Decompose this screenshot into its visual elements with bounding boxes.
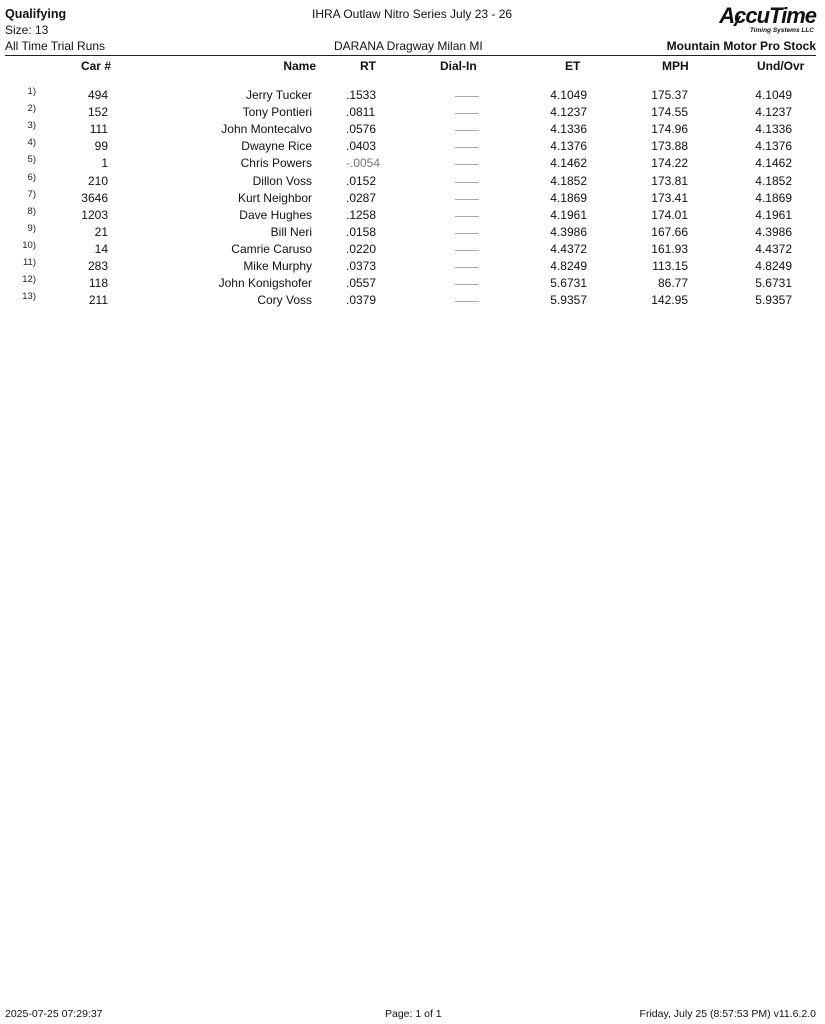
table-row bbox=[0, 222, 825, 242]
dial-in-empty bbox=[455, 250, 479, 251]
speed-mph: 173.88 bbox=[651, 139, 688, 154]
driver-name: Dillon Voss bbox=[252, 173, 312, 188]
table-row bbox=[0, 105, 825, 122]
car-number: 3646 bbox=[81, 190, 108, 205]
car-number: 118 bbox=[88, 276, 108, 291]
car-number: 1203 bbox=[81, 207, 108, 222]
dial-in-empty bbox=[455, 182, 479, 183]
elapsed-time: 4.1462 bbox=[550, 156, 587, 171]
car-number: 99 bbox=[94, 139, 108, 154]
driver-name: Bill Neri bbox=[270, 224, 312, 239]
reaction-time: .0557 bbox=[346, 276, 377, 291]
elapsed-time: 4.1336 bbox=[550, 122, 587, 137]
reaction-time: .0576 bbox=[346, 122, 377, 137]
car-number: 494 bbox=[87, 88, 108, 102]
row-index: 6) bbox=[27, 171, 36, 183]
dial-in-empty bbox=[455, 199, 479, 200]
speed-mph: 173.41 bbox=[651, 190, 688, 205]
dial-in-empty bbox=[455, 233, 479, 234]
dial-in-empty bbox=[455, 301, 479, 302]
report-size: Size: 13 bbox=[5, 23, 49, 37]
column-header-und-ovr: Und/Ovr bbox=[757, 59, 805, 73]
table-row bbox=[0, 293, 825, 310]
speed-mph: 113.15 bbox=[652, 259, 688, 273]
car-number: 21 bbox=[94, 224, 108, 239]
column-header-mph: MPH bbox=[662, 59, 689, 73]
car-number: 1 bbox=[101, 156, 108, 171]
class-name: Mountain Motor Pro Stock bbox=[666, 39, 816, 53]
elapsed-time: 4.4372 bbox=[550, 241, 587, 256]
reaction-time: .1258 bbox=[346, 207, 377, 222]
car-number: 14 bbox=[94, 241, 108, 256]
speed-mph: 174.55 bbox=[651, 105, 688, 120]
car-number: 152 bbox=[87, 105, 108, 120]
row-index: 5) bbox=[27, 154, 36, 166]
reaction-time: .0158 bbox=[346, 224, 377, 239]
dial-in-empty bbox=[455, 267, 479, 268]
under-over: 4.8249 bbox=[755, 259, 792, 273]
page-number: Page: 1 of 1 bbox=[385, 1008, 442, 1020]
under-over: 4.1376 bbox=[755, 139, 792, 154]
table-row bbox=[0, 171, 825, 191]
speed-mph: 174.96 bbox=[651, 122, 688, 137]
table-row bbox=[0, 259, 825, 276]
logo-subtext: Timing Systems LLC bbox=[749, 27, 814, 34]
driver-name: Jerry Tucker bbox=[245, 88, 312, 102]
header-divider bbox=[5, 55, 816, 56]
dial-in-empty bbox=[455, 130, 479, 131]
car-number: 283 bbox=[87, 259, 108, 273]
speed-mph: 173.81 bbox=[651, 173, 688, 188]
row-index: 1) bbox=[27, 86, 36, 97]
table-row bbox=[0, 276, 825, 293]
row-index: 3) bbox=[27, 120, 36, 132]
under-over: 4.1869 bbox=[755, 190, 792, 205]
row-index: 11) bbox=[22, 257, 36, 268]
reaction-time: .0403 bbox=[346, 139, 377, 154]
report-title: Qualifying bbox=[5, 7, 67, 21]
row-index: 10) bbox=[22, 239, 36, 251]
column-header-car: Car # bbox=[80, 59, 111, 73]
speed-mph: 142.95 bbox=[651, 293, 688, 308]
driver-name: Camrie Caruso bbox=[231, 241, 312, 256]
under-over: 4.1852 bbox=[755, 173, 792, 188]
logo-text: AccuTime bbox=[719, 3, 816, 28]
speed-mph: 174.22 bbox=[651, 156, 688, 171]
elapsed-time: 4.1869 bbox=[550, 190, 587, 205]
driver-name: Chris Powers bbox=[240, 156, 312, 171]
elapsed-time: 4.1049 bbox=[550, 88, 587, 102]
reaction-time: .0811 bbox=[346, 105, 376, 120]
column-header-dial-in: Dial-In bbox=[440, 59, 477, 73]
reaction-time: -.0054 bbox=[346, 156, 381, 171]
table-row bbox=[0, 205, 825, 225]
speed-mph: 86.77 bbox=[657, 276, 688, 291]
under-over: 4.3986 bbox=[755, 224, 792, 239]
table-row bbox=[0, 139, 825, 156]
under-over: 5.9357 bbox=[755, 293, 792, 308]
row-index: 7) bbox=[27, 188, 36, 200]
driver-name: Kurt Neighbor bbox=[237, 190, 312, 205]
print-timestamp: 2025-07-25 07:29:37 bbox=[5, 1008, 103, 1020]
under-over: 4.1462 bbox=[755, 156, 792, 171]
table-row bbox=[0, 122, 825, 139]
reaction-time: .1533 bbox=[346, 88, 377, 102]
elapsed-time: 4.8249 bbox=[550, 259, 587, 273]
elapsed-time: 4.1237 bbox=[550, 105, 587, 120]
row-index: 12) bbox=[22, 274, 36, 286]
speed-mph: 174.01 bbox=[651, 207, 688, 222]
table-row bbox=[0, 239, 825, 259]
under-over: 4.1961 bbox=[755, 207, 792, 222]
driver-name: Cory Voss bbox=[257, 293, 312, 308]
dial-in-empty bbox=[455, 96, 479, 97]
dial-in-empty bbox=[455, 216, 479, 217]
car-number: 211 bbox=[88, 293, 108, 308]
reaction-time: .0287 bbox=[346, 190, 377, 205]
speed-mph: 161.93 bbox=[651, 241, 688, 256]
table-row bbox=[0, 156, 825, 173]
driver-name: Tony Pontieri bbox=[242, 105, 312, 120]
reaction-time: .0379 bbox=[346, 293, 377, 308]
column-header-rt: RT bbox=[360, 59, 376, 73]
version-info: Friday, July 25 (8:57:53 PM) v11.6.2.0 bbox=[639, 1008, 816, 1020]
table-row bbox=[0, 88, 825, 105]
reaction-time: .0152 bbox=[346, 173, 377, 188]
column-header-name: Name bbox=[283, 59, 316, 73]
under-over: 4.1049 bbox=[755, 88, 792, 102]
accutime-logo bbox=[719, 3, 816, 38]
elapsed-time: 4.1852 bbox=[550, 173, 587, 188]
elapsed-time: 4.3986 bbox=[550, 224, 587, 239]
elapsed-time: 4.1376 bbox=[550, 139, 587, 154]
reaction-time: .0220 bbox=[346, 241, 377, 256]
dial-in-empty bbox=[455, 164, 479, 165]
elapsed-time: 4.1961 bbox=[550, 207, 587, 222]
reaction-time: .0373 bbox=[346, 259, 377, 273]
speed-mph: 175.37 bbox=[651, 88, 688, 102]
driver-name: John Konigshofer bbox=[218, 276, 312, 291]
venue: DARANA Dragway Milan MI bbox=[334, 39, 483, 53]
dial-in-empty bbox=[455, 284, 479, 285]
event-name: IHRA Outlaw Nitro Series July 23 - 26 bbox=[312, 7, 513, 21]
dial-in-empty bbox=[455, 147, 479, 148]
under-over: 5.6731 bbox=[755, 276, 792, 291]
under-over: 4.1237 bbox=[755, 105, 792, 120]
row-index: 8) bbox=[27, 205, 36, 217]
speed-mph: 167.66 bbox=[651, 224, 688, 239]
column-header-et: ET bbox=[565, 59, 581, 73]
elapsed-time: 5.6731 bbox=[550, 276, 587, 291]
row-index: 2) bbox=[27, 103, 36, 115]
row-index: 13) bbox=[22, 291, 36, 303]
under-over: 4.4372 bbox=[755, 241, 792, 256]
dial-in-empty bbox=[455, 113, 479, 114]
report-subtitle: All Time Trial Runs bbox=[5, 39, 106, 53]
elapsed-time: 5.9357 bbox=[550, 293, 587, 308]
driver-name: Dwayne Rice bbox=[241, 139, 312, 154]
row-index: 9) bbox=[27, 222, 36, 234]
driver-name: John Montecalvo bbox=[221, 122, 312, 137]
under-over: 4.1336 bbox=[755, 122, 792, 137]
car-number: 111 bbox=[89, 122, 108, 137]
driver-name: Mike Murphy bbox=[243, 259, 312, 273]
table-row bbox=[0, 188, 825, 208]
row-index: 4) bbox=[27, 137, 36, 149]
driver-name: Dave Hughes bbox=[239, 207, 312, 222]
car-number: 210 bbox=[87, 173, 108, 188]
